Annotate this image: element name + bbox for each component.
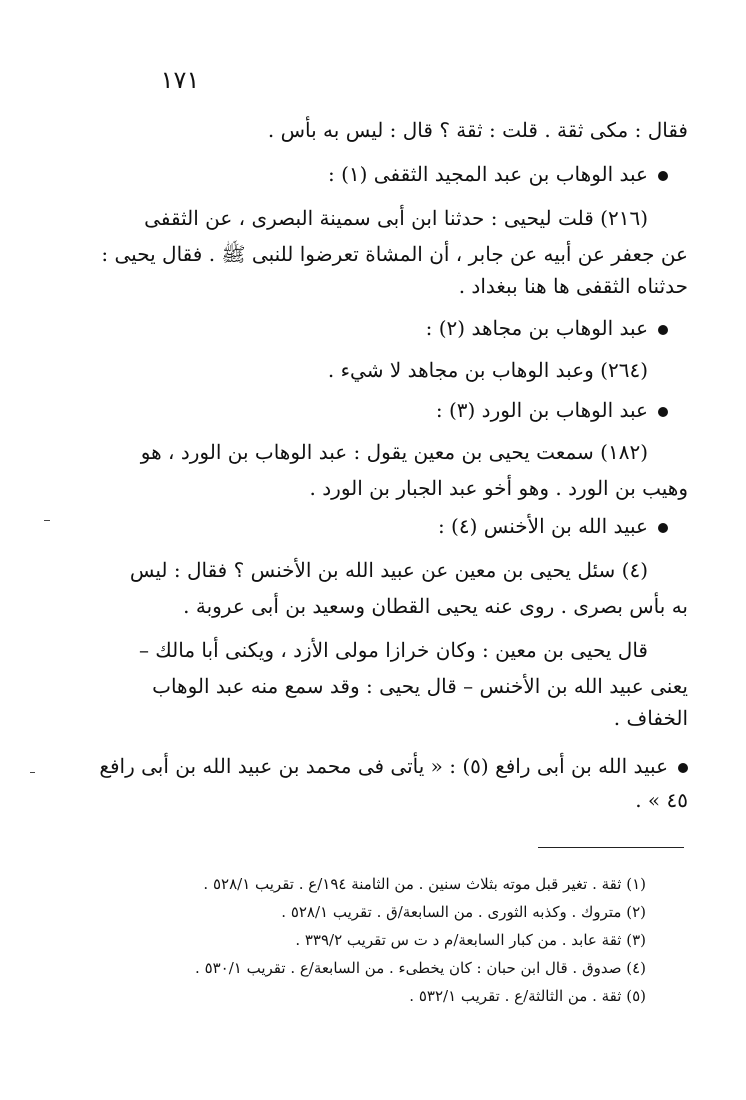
footnote: (٢) متروك . وكذبه الثورى . من السابعة/ق . تقريب ٥٢٨/١ . (281, 903, 646, 921)
bullet-icon (678, 763, 688, 773)
text-line: (١٨٢) سمعت يحيى بن معين يقول : عبد الوهاب بن الورد ، هو (140, 440, 648, 464)
text-line: حدثناه الثقفى ها هنا ببغداد . (458, 274, 688, 298)
entry-heading-text: عبد الوهاب بن الورد (٣) : (435, 398, 648, 422)
text-line: يعنى عبيد الله بن الأخنس – قال يحيى : وقد سمع منه عبد الوهاب (152, 674, 688, 698)
scan-mark (44, 520, 50, 521)
text-line: الخفاف . (613, 706, 688, 730)
text-line: فقال : مكى ثقة . قلت : ثقة ؟ قال : ليس به بأس . (267, 118, 688, 142)
footnote: (٤) صدوق . قال ابن حبان : كان يخطىء . من السابعة/ع . تقريب ٥٣٠/١ . (195, 959, 646, 977)
entry-heading (99, 752, 688, 780)
text-line: ٤٥ » . (635, 788, 688, 812)
text-line: به بأس بصرى . روى عنه يحيى القطان وسعيد بن أبى عروبة . (183, 594, 688, 618)
entry-heading (436, 396, 668, 424)
text-line: وهيب بن الورد . وهو أخو عبد الجبار بن الورد . (309, 476, 688, 500)
bullet-icon (658, 325, 668, 335)
footnote: (٣) ثقة عابد . من كبار السابعة/م د ت س تقريب ٣٣٩/٢ . (295, 931, 646, 949)
text-line: (٢١٦) قلت ليحيى : حدثنا ابن أبى سمينة البصرى ، عن الثقفى (144, 206, 648, 230)
text-line: قال يحيى بن معين : وكان خرازا مولى الأزد ، ويكنى أبا مالك – (138, 638, 648, 662)
scan-mark (30, 772, 35, 773)
entry-heading-text: عبيد الله بن أبى رافع (٥) : « يأتى فى محمد بن عبيد الله بن أبى رافع (99, 754, 668, 778)
entry-heading (426, 314, 668, 342)
bullet-icon (658, 523, 668, 533)
entry-heading (438, 512, 668, 540)
entry-heading-text: عبد الوهاب بن مجاهد (٢) : (425, 316, 648, 340)
bullet-icon (658, 171, 668, 181)
text-line: (٤) سئل يحيى بن معين عن عبيد الله بن الأخنس ؟ فقال : ليس (129, 558, 648, 582)
footnote: (٥) ثقة . من الثالثة/ع . تقريب ٥٣٢/١ . (409, 987, 646, 1005)
entry-heading-text: عبيد الله بن الأخنس (٤) : (437, 514, 648, 538)
bullet-icon (658, 407, 668, 417)
entry-heading (328, 160, 668, 188)
page-number: ١٧١ (160, 66, 200, 94)
footnote-separator (538, 847, 684, 848)
entry-heading-text: عبد الوهاب بن عبد المجيد الثقفى (١) : (327, 162, 648, 186)
footnote: (١) ثقة . تغير قبل موته بثلاث سنين . من الثامنة ١٩٤/ع . تقريب ٥٢٨/١ . (203, 875, 646, 893)
text-line: عن جعفر عن أبيه عن جابر ، أن المشاة تعرضوا للنبى ﷺ . فقال يحيى : (101, 242, 688, 266)
text-line: (٢٦٤) وعبد الوهاب بن مجاهد لا شيء . (327, 358, 648, 382)
